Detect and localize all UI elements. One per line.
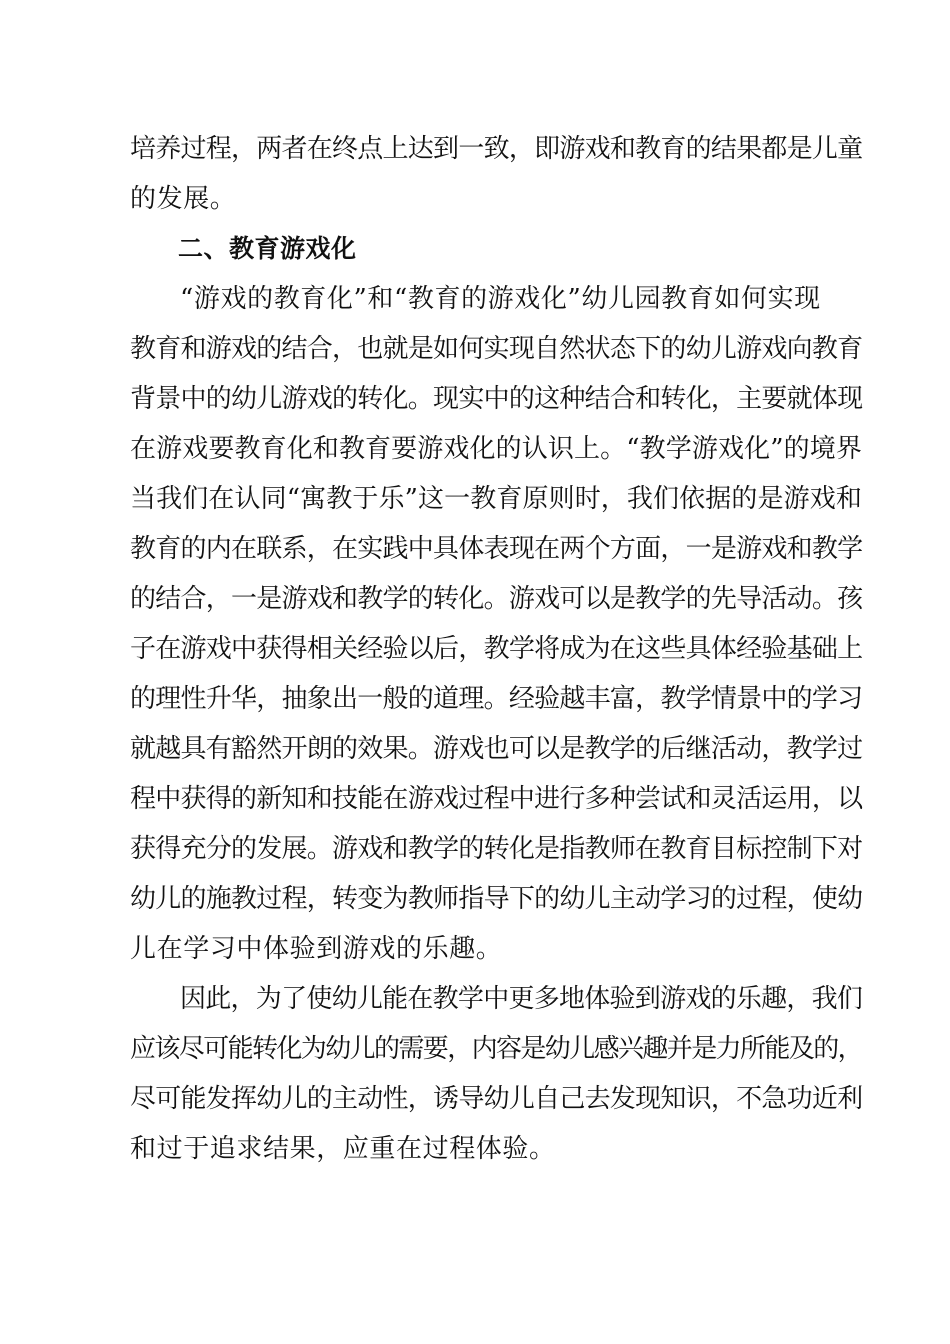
paragraph-2-line: 就越具有豁然开朗的效果。游戏也可以是教学的后继活动，教学过 bbox=[130, 734, 863, 764]
paragraph-3-line: 应该尽可能转化为幼儿的需要，内容是幼儿感兴趣并是力所能及的， bbox=[130, 1034, 863, 1064]
paragraph-3-line: 和过于追求结果，应重在过程体验。 bbox=[130, 1134, 556, 1164]
paragraph-1-line: 的发展。 bbox=[130, 184, 237, 214]
paragraph-2-line: 获得充分的发展。游戏和教学的转化是指教师在教育目标控制下对 bbox=[130, 834, 863, 864]
paragraph-2-line: 在游戏要教育化和教育要游戏化的认识上。“教学游戏化”的境界 bbox=[130, 434, 862, 464]
paragraph-2-line: 当我们在认同“寓教于乐”这一教育原则时，我们依据的是游戏和 bbox=[130, 484, 862, 514]
paragraph-2-line: 的理性升华，抽象出一般的道理。经验越丰富，教学情景中的学习 bbox=[130, 684, 863, 714]
paragraph-2-line: “游戏的教育化”和“教育的游戏化”幼儿园教育如何实现 bbox=[180, 284, 821, 314]
section-heading: 二、教育游戏化 bbox=[178, 234, 357, 263]
paragraph-2-line: 教育和游戏的结合，也就是如何实现自然状态下的幼儿游戏向教育 bbox=[130, 334, 863, 364]
paragraph-2-line: 背景中的幼儿游戏的转化。现实中的这种结合和转化，主要就体现 bbox=[130, 384, 863, 414]
paragraph-3-line: 尽可能发挥幼儿的主动性，诱导幼儿自己去发现知识，不急功近利 bbox=[130, 1084, 863, 1114]
paragraph-2-line: 教育的内在联系，在实践中具体表现在两个方面，一是游戏和教学 bbox=[130, 534, 863, 564]
paragraph-2-line: 儿在学习中体验到游戏的乐趣。 bbox=[130, 934, 503, 964]
paragraph-2-line: 的结合，一是游戏和教学的转化。游戏可以是教学的先导活动。孩 bbox=[130, 584, 863, 614]
paragraph-2-line: 程中获得的新知和技能在游戏过程中进行多种尝试和灵活运用，以 bbox=[130, 784, 863, 814]
paragraph-2-line: 幼儿的施教过程，转变为教师指导下的幼儿主动学习的过程，使幼 bbox=[130, 884, 863, 914]
paragraph-2-line: 子在游戏中获得相关经验以后，教学将成为在这些具体经验基础上 bbox=[130, 634, 863, 664]
paragraph-3-line: 因此，为了使幼儿能在教学中更多地体验到游戏的乐趣，我们 bbox=[180, 984, 863, 1014]
paragraph-1-line: 培养过程，两者在终点上达到一致，即游戏和教育的结果都是儿童 bbox=[130, 134, 863, 164]
